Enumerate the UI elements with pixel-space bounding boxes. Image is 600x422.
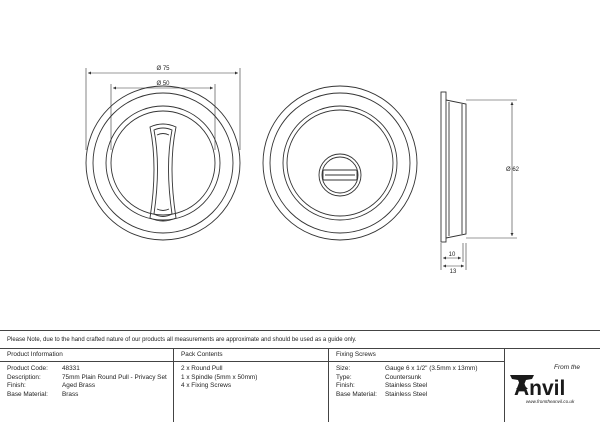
pack-item: 4 x Fixing Screws xyxy=(181,382,232,390)
fixing-screws-heading: Fixing Screws xyxy=(329,349,504,362)
screw-base-material-label: Base Material: xyxy=(336,390,377,398)
finish-value: Aged Brass xyxy=(62,382,96,390)
specification-table xyxy=(0,349,600,422)
screw-type-label: Type: xyxy=(336,373,352,381)
description-row xyxy=(0,374,173,383)
base-material-label: Base Material: xyxy=(7,390,48,398)
dim-depth-outer: 13 xyxy=(449,269,457,275)
disclaimer-note: Please Note, due to the hand crafted nature of our products all measurements are approximate and should be used as a guide only. xyxy=(0,330,600,349)
dim-depth-inner: 10 xyxy=(448,252,456,258)
product-info-heading: Product Information xyxy=(0,349,173,362)
privacy-turn-view xyxy=(263,86,417,240)
screw-finish-value: Stainless Steel xyxy=(385,382,428,390)
base-material-value: Brass xyxy=(62,390,79,398)
finish-label: Finish: xyxy=(7,382,26,390)
screw-base-material-value: Stainless Steel xyxy=(385,390,428,398)
dim-height: Ø 62 xyxy=(506,167,520,173)
from-the-anvil-logo xyxy=(504,349,600,422)
logo-brand: Anvil xyxy=(514,377,566,400)
fixing-screws-panel xyxy=(329,349,504,422)
front-view-pull xyxy=(86,86,240,240)
dim-outer-diameter: Ø 75 xyxy=(156,66,170,72)
dim-inner-diameter: Ø 50 xyxy=(156,81,170,87)
product-code-label: Product Code: xyxy=(7,365,48,372)
description-label: Description: xyxy=(7,373,41,381)
product-code-value: 48331 xyxy=(62,365,80,372)
finish-row xyxy=(0,382,173,391)
product-info-panel xyxy=(0,349,173,422)
product-code-row xyxy=(0,365,173,374)
pack-contents-panel xyxy=(174,349,328,422)
base-material-row xyxy=(0,391,173,400)
pack-item: 2 x Round Pull xyxy=(181,365,223,372)
screw-size-value: Gauge 6 x 1/2" (3.5mm x 13mm) xyxy=(385,365,478,372)
screw-size-label: Size: xyxy=(336,365,351,372)
logo-url: www.fromtheanvil.co.uk xyxy=(526,399,575,404)
pack-item: 1 x Spindle (5mm x 50mm) xyxy=(181,373,258,381)
screw-finish-label: Finish: xyxy=(336,382,355,390)
pack-contents-heading: Pack Contents xyxy=(174,349,328,362)
screw-type-value: Countersunk xyxy=(385,373,422,381)
side-profile-view xyxy=(441,92,466,242)
description-value: 75mm Plain Round Pull - Privacy Set xyxy=(62,373,167,381)
logo-prefix: From the xyxy=(554,364,581,371)
